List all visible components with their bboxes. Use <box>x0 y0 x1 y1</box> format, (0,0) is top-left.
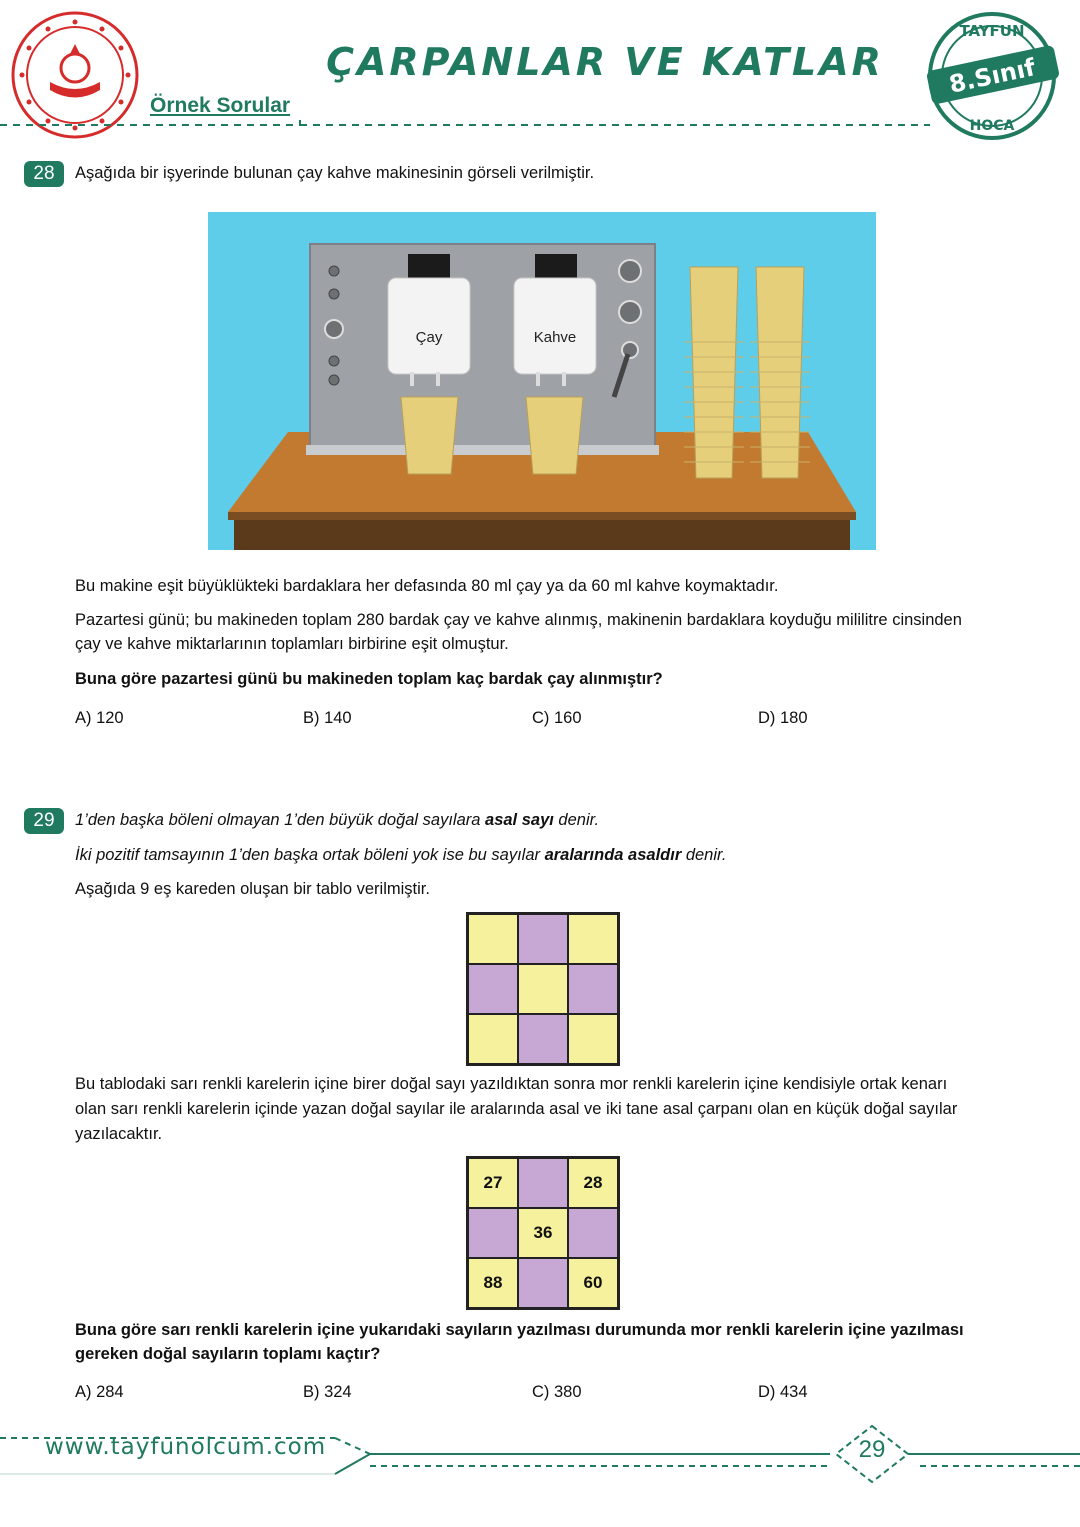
grid-cell <box>468 1014 518 1064</box>
website-link[interactable]: www.tayfunolcum.com <box>45 1434 327 1460</box>
empty-color-grid <box>466 912 620 1066</box>
coffee-label: Kahve <box>533 329 577 346</box>
question-number-29: 29 <box>24 808 64 834</box>
grid-cell <box>518 914 568 964</box>
q28-paragraph-2a: Pazartesi günü; bu makineden toplam 280 bardak çay ve kahve alınmış, makinenin bardaklara koyduğu mililitre cinsinden <box>75 611 962 629</box>
header-divider <box>0 120 1080 150</box>
q28-choice-b[interactable]: B) 140 <box>303 709 352 727</box>
grid-cell <box>518 1258 568 1308</box>
grid-cell: 88 <box>468 1258 518 1308</box>
grid-cell: 36 <box>518 1208 568 1258</box>
coffee-machine-illustration <box>208 212 876 550</box>
q29-choice-d[interactable]: D) 434 <box>758 1383 808 1401</box>
q29-paragraph-1c: yazılacaktır. <box>75 1125 163 1143</box>
badge-bottom-text: HOCA <box>969 118 1015 134</box>
number-grid <box>466 1156 620 1310</box>
grid-cell <box>568 1208 618 1258</box>
grid-cell <box>518 1014 568 1064</box>
q28-paragraph-2b: çay ve kahve miktarlarının toplamları birbirine eşit olmuştur. <box>75 635 509 653</box>
q29-definition-prime: 1’den başka böleni olmayan 1’den büyük doğal sayılara asal sayı denir. <box>75 811 600 829</box>
grid-cell <box>468 964 518 1014</box>
grid-cell <box>568 914 618 964</box>
grid-cell <box>518 964 568 1014</box>
grid-cell: 60 <box>568 1258 618 1308</box>
grid-cell <box>568 1014 618 1064</box>
grid-cell <box>468 1208 518 1258</box>
q28-question: Buna göre pazartesi günü bu makineden toplam kaç bardak çay alınmıştır? <box>75 670 663 688</box>
q28-choice-c[interactable]: C) 160 <box>532 709 582 727</box>
q29-paragraph-1b: olan sarı renkli karelerin içinde yazan doğal sayılar ile aralarında asal ve iki tane asal çarpanı olan en küçük doğal sayılar <box>75 1100 958 1118</box>
q29-question-b: gereken doğal sayıların toplamı kaçtır? <box>75 1345 381 1363</box>
tea-label: Çay <box>415 329 443 346</box>
grid-cell: 28 <box>568 1158 618 1208</box>
q28-intro: Aşağıda bir işyerinde bulunan çay kahve makinesinin görseli verilmiştir. <box>75 164 595 182</box>
badge-center-text: 8.Sınıf <box>946 53 1038 99</box>
q29-intro: Aşağıda 9 eş kareden oluşan bir tablo verilmiştir. <box>75 880 430 898</box>
badge-top-text: TAYFUN <box>959 22 1025 40</box>
q29-definition-coprime: İki pozitif tamsayının 1’den başka ortak böleni yok ise bu sayılar aralarında asaldır denir. <box>75 846 727 864</box>
page-title: ÇARPANLAR VE KATLAR <box>326 40 884 84</box>
grid-cell <box>518 1158 568 1208</box>
q29-choice-a[interactable]: A) 284 <box>75 1383 124 1401</box>
page-number: 29 <box>858 1436 886 1463</box>
q28-choice-a[interactable]: A) 120 <box>75 709 124 727</box>
q28-choice-d[interactable]: D) 180 <box>758 709 808 727</box>
grid-cell <box>568 964 618 1014</box>
q29-question-a: Buna göre sarı renkli karelerin içine yukarıdaki sayıların yazılması durumunda mor renkli karelerin içine yazılması <box>75 1321 964 1339</box>
q29-choice-c[interactable]: C) 380 <box>532 1383 582 1401</box>
q29-paragraph-1a: Bu tablodaki sarı renkli karelerin içine birer doğal sayı yazıldıktan sonra mor renkli karelerin içine kendisiyle ortak kenarı <box>75 1075 948 1093</box>
q28-paragraph-1: Bu makine eşit büyüklükteki bardaklara her defasında 80 ml çay ya da 60 ml kahve koymaktadır. <box>75 577 779 595</box>
section-label: Örnek Sorular <box>150 94 291 117</box>
q29-choice-b[interactable]: B) 324 <box>303 1383 352 1401</box>
grid-cell: 27 <box>468 1158 518 1208</box>
grid-cell <box>468 914 518 964</box>
question-number-28: 28 <box>24 161 64 187</box>
